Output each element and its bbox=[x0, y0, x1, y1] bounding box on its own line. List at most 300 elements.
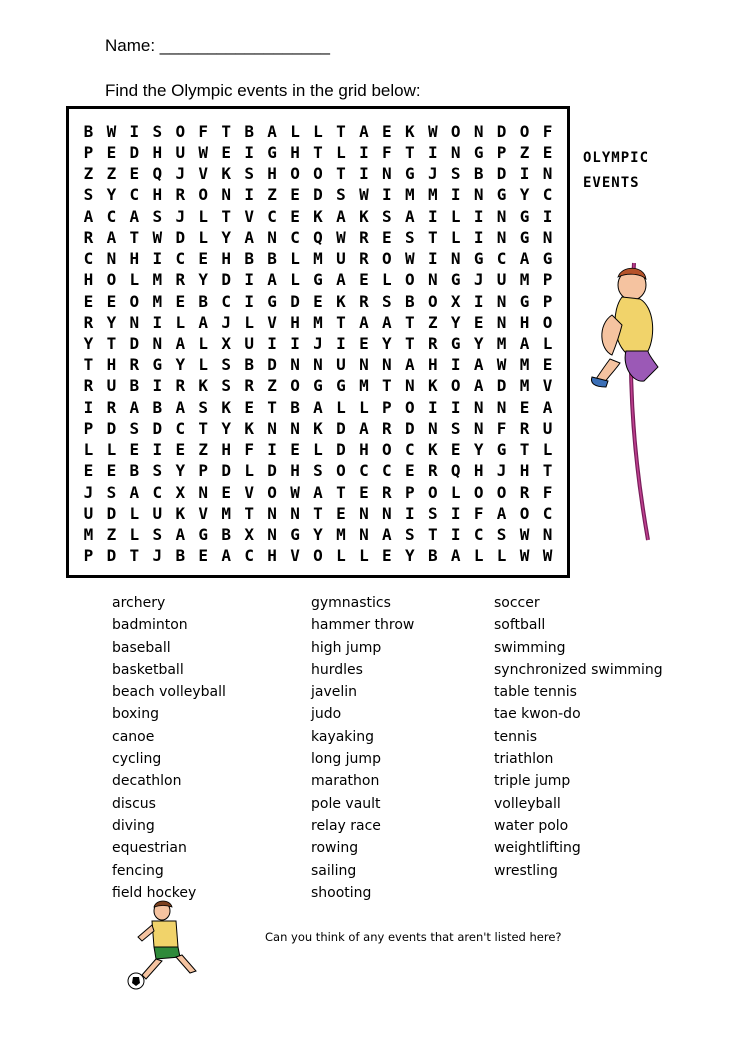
grid-cell[interactable]: S bbox=[496, 525, 507, 545]
grid-cell[interactable]: I bbox=[382, 185, 392, 205]
grid-cell[interactable]: C bbox=[382, 461, 392, 481]
grid-cell[interactable]: H bbox=[519, 312, 530, 332]
grid-cell[interactable]: G bbox=[290, 525, 300, 545]
grid-cell[interactable]: D bbox=[496, 121, 507, 141]
grid-cell[interactable]: F bbox=[382, 142, 392, 162]
grid-cell[interactable]: G bbox=[267, 142, 277, 162]
grid-cell[interactable]: A bbox=[404, 355, 415, 375]
grid-cell[interactable]: A bbox=[106, 227, 117, 247]
grid-cell[interactable]: L bbox=[244, 312, 254, 332]
grid-cell[interactable]: A bbox=[129, 397, 140, 417]
grid-cell[interactable]: E bbox=[244, 397, 254, 417]
grid-cell[interactable]: U bbox=[496, 270, 507, 290]
grid-cell[interactable]: H bbox=[221, 249, 231, 269]
grid-cell[interactable]: J bbox=[221, 312, 231, 332]
grid-cell[interactable]: K bbox=[336, 291, 346, 311]
grid-cell[interactable]: Y bbox=[313, 525, 323, 545]
grid-cell[interactable]: U bbox=[152, 503, 163, 523]
grid-cell[interactable]: H bbox=[152, 142, 163, 162]
grid-cell[interactable]: N bbox=[496, 397, 507, 417]
grid-cell[interactable]: T bbox=[267, 397, 277, 417]
grid-cell[interactable]: T bbox=[221, 206, 231, 226]
grid-cell[interactable]: O bbox=[313, 164, 323, 184]
grid-cell[interactable]: C bbox=[83, 249, 94, 269]
grid-cell[interactable]: E bbox=[175, 291, 186, 311]
grid-cell[interactable]: L bbox=[382, 270, 392, 290]
grid-cell[interactable]: S bbox=[382, 206, 392, 226]
grid-cell[interactable]: C bbox=[542, 503, 553, 523]
grid-cell[interactable]: H bbox=[290, 312, 300, 332]
grid-cell[interactable]: P bbox=[496, 142, 507, 162]
grid-cell[interactable]: O bbox=[519, 121, 530, 141]
grid-cell[interactable]: O bbox=[290, 164, 300, 184]
grid-cell[interactable]: V bbox=[244, 206, 254, 226]
grid-cell[interactable]: E bbox=[106, 291, 117, 311]
grid-cell[interactable]: S bbox=[152, 525, 163, 545]
grid-cell[interactable]: K bbox=[221, 397, 231, 417]
grid-cell[interactable]: D bbox=[152, 418, 163, 438]
grid-cell[interactable]: S bbox=[83, 185, 94, 205]
grid-cell[interactable]: Y bbox=[175, 355, 186, 375]
grid-cell[interactable]: Y bbox=[473, 440, 484, 460]
grid-cell[interactable]: H bbox=[473, 461, 484, 481]
grid-cell[interactable]: T bbox=[244, 503, 254, 523]
grid-cell[interactable]: D bbox=[129, 142, 140, 162]
grid-cell[interactable]: K bbox=[198, 376, 209, 396]
grid-cell[interactable]: P bbox=[198, 461, 209, 481]
grid-cell[interactable]: L bbox=[450, 482, 461, 502]
grid-cell[interactable]: E bbox=[473, 312, 484, 332]
grid-cell[interactable]: E bbox=[106, 142, 117, 162]
grid-cell[interactable]: N bbox=[313, 355, 323, 375]
grid-cell[interactable]: E bbox=[290, 440, 300, 460]
grid-cell[interactable]: L bbox=[129, 503, 140, 523]
grid-cell[interactable]: G bbox=[198, 525, 209, 545]
grid-cell[interactable]: I bbox=[473, 291, 484, 311]
grid-cell[interactable]: E bbox=[198, 546, 209, 566]
grid-cell[interactable]: G bbox=[519, 227, 530, 247]
grid-cell[interactable]: Y bbox=[450, 312, 461, 332]
grid-cell[interactable]: H bbox=[106, 355, 117, 375]
grid-cell[interactable]: B bbox=[404, 291, 415, 311]
grid-cell[interactable]: S bbox=[152, 461, 163, 481]
grid-cell[interactable]: L bbox=[336, 142, 346, 162]
grid-cell[interactable]: S bbox=[404, 227, 415, 247]
grid-cell[interactable]: L bbox=[83, 440, 94, 460]
grid-cell[interactable]: D bbox=[313, 185, 323, 205]
grid-cell[interactable]: I bbox=[359, 164, 369, 184]
grid-cell[interactable]: H bbox=[519, 461, 530, 481]
grid-cell[interactable]: T bbox=[427, 525, 438, 545]
grid-cell[interactable]: B bbox=[175, 546, 186, 566]
grid-cell[interactable]: N bbox=[290, 355, 300, 375]
grid-cell[interactable]: A bbox=[542, 397, 553, 417]
grid-cell[interactable]: A bbox=[313, 482, 323, 502]
grid-cell[interactable]: E bbox=[542, 355, 553, 375]
grid-cell[interactable]: O bbox=[175, 121, 186, 141]
grid-cell[interactable]: N bbox=[359, 525, 369, 545]
grid-cell[interactable]: M bbox=[313, 249, 323, 269]
grid-cell[interactable]: S bbox=[106, 482, 117, 502]
grid-cell[interactable]: A bbox=[359, 418, 369, 438]
grid-cell[interactable]: C bbox=[244, 546, 254, 566]
grid-cell[interactable]: I bbox=[450, 397, 461, 417]
grid-cell[interactable]: N bbox=[129, 312, 140, 332]
grid-cell[interactable]: E bbox=[129, 440, 140, 460]
grid-cell[interactable]: E bbox=[221, 142, 231, 162]
grid-cell[interactable]: B bbox=[152, 397, 163, 417]
grid-cell[interactable]: U bbox=[175, 142, 186, 162]
grid-cell[interactable]: I bbox=[519, 164, 530, 184]
grid-cell[interactable]: F bbox=[542, 121, 553, 141]
grid-cell[interactable]: V bbox=[267, 312, 277, 332]
grid-cell[interactable]: O bbox=[496, 482, 507, 502]
grid-cell[interactable]: R bbox=[129, 355, 140, 375]
grid-cell[interactable]: D bbox=[267, 355, 277, 375]
grid-cell[interactable]: G bbox=[450, 270, 461, 290]
grid-cell[interactable]: E bbox=[221, 482, 231, 502]
grid-cell[interactable]: T bbox=[519, 440, 530, 460]
grid-cell[interactable]: I bbox=[450, 185, 461, 205]
grid-cell[interactable]: L bbox=[496, 546, 507, 566]
grid-cell[interactable]: S bbox=[198, 397, 209, 417]
grid-cell[interactable]: O bbox=[336, 461, 346, 481]
grid-cell[interactable]: A bbox=[359, 121, 369, 141]
grid-cell[interactable]: N bbox=[152, 333, 163, 353]
grid-cell[interactable]: M bbox=[359, 376, 369, 396]
grid-cell[interactable]: L bbox=[290, 270, 300, 290]
grid-cell[interactable]: B bbox=[244, 249, 254, 269]
grid-cell[interactable]: A bbox=[313, 397, 323, 417]
grid-cell[interactable]: I bbox=[450, 355, 461, 375]
grid-cell[interactable]: W bbox=[106, 121, 117, 141]
grid-cell[interactable]: A bbox=[496, 503, 507, 523]
grid-cell[interactable]: B bbox=[198, 291, 209, 311]
grid-cell[interactable]: A bbox=[404, 206, 415, 226]
grid-cell[interactable]: L bbox=[542, 440, 553, 460]
grid-cell[interactable]: A bbox=[175, 525, 186, 545]
grid-cell[interactable]: L bbox=[450, 227, 461, 247]
grid-cell[interactable]: L bbox=[198, 227, 209, 247]
grid-cell[interactable]: J bbox=[175, 206, 186, 226]
grid-cell[interactable]: R bbox=[175, 270, 186, 290]
grid-cell[interactable]: L bbox=[359, 546, 369, 566]
grid-cell[interactable]: F bbox=[198, 121, 209, 141]
grid-cell[interactable]: F bbox=[244, 440, 254, 460]
grid-cell[interactable]: B bbox=[244, 355, 254, 375]
grid-cell[interactable]: O bbox=[427, 291, 438, 311]
grid-cell[interactable]: C bbox=[542, 185, 553, 205]
grid-cell[interactable]: L bbox=[244, 461, 254, 481]
grid-cell[interactable]: W bbox=[198, 142, 209, 162]
grid-cell[interactable]: K bbox=[244, 418, 254, 438]
grid-cell[interactable]: C bbox=[473, 525, 484, 545]
grid-cell[interactable]: L bbox=[313, 440, 323, 460]
grid-cell[interactable]: V bbox=[290, 546, 300, 566]
grid-cell[interactable]: A bbox=[221, 546, 231, 566]
grid-cell[interactable]: G bbox=[496, 185, 507, 205]
grid-cell[interactable]: H bbox=[129, 249, 140, 269]
grid-cell[interactable]: M bbox=[404, 185, 415, 205]
grid-cell[interactable]: A bbox=[198, 312, 209, 332]
grid-cell[interactable]: E bbox=[382, 546, 392, 566]
grid-cell[interactable]: E bbox=[404, 461, 415, 481]
grid-cell[interactable]: E bbox=[83, 461, 94, 481]
grid-cell[interactable]: I bbox=[244, 291, 254, 311]
grid-cell[interactable]: K bbox=[427, 440, 438, 460]
grid-cell[interactable]: S bbox=[221, 355, 231, 375]
grid-cell[interactable]: L bbox=[198, 333, 209, 353]
grid-cell[interactable]: Z bbox=[198, 440, 209, 460]
grid-cell[interactable]: U bbox=[83, 503, 94, 523]
grid-cell[interactable]: P bbox=[542, 291, 553, 311]
grid-cell[interactable]: A bbox=[175, 333, 186, 353]
grid-cell[interactable]: T bbox=[198, 418, 209, 438]
grid-cell[interactable]: G bbox=[313, 270, 323, 290]
grid-cell[interactable]: T bbox=[221, 121, 231, 141]
grid-cell[interactable]: J bbox=[175, 164, 186, 184]
grid-cell[interactable]: J bbox=[152, 546, 163, 566]
grid-cell[interactable]: L bbox=[473, 546, 484, 566]
grid-cell[interactable]: C bbox=[290, 227, 300, 247]
grid-cell[interactable]: A bbox=[473, 355, 484, 375]
grid-cell[interactable]: O bbox=[313, 546, 323, 566]
grid-cell[interactable]: W bbox=[404, 249, 415, 269]
grid-cell[interactable]: P bbox=[83, 142, 94, 162]
grid-cell[interactable]: R bbox=[427, 333, 438, 353]
grid-cell[interactable]: D bbox=[106, 546, 117, 566]
grid-cell[interactable]: D bbox=[290, 291, 300, 311]
grid-cell[interactable]: Q bbox=[152, 164, 163, 184]
grid-cell[interactable]: T bbox=[382, 376, 392, 396]
grid-cell[interactable]: C bbox=[267, 206, 277, 226]
grid-cell[interactable]: P bbox=[83, 418, 94, 438]
grid-cell[interactable]: D bbox=[129, 333, 140, 353]
grid-cell[interactable]: O bbox=[404, 270, 415, 290]
grid-cell[interactable]: M bbox=[152, 270, 163, 290]
grid-cell[interactable]: K bbox=[313, 206, 323, 226]
grid-cell[interactable]: D bbox=[221, 270, 231, 290]
grid-cell[interactable]: O bbox=[473, 482, 484, 502]
grid-cell[interactable]: G bbox=[473, 142, 484, 162]
grid-cell[interactable]: Y bbox=[221, 227, 231, 247]
grid-cell[interactable]: N bbox=[382, 164, 392, 184]
grid-cell[interactable]: W bbox=[496, 355, 507, 375]
grid-cell[interactable]: B bbox=[129, 461, 140, 481]
grid-cell[interactable]: O bbox=[382, 249, 392, 269]
grid-cell[interactable]: I bbox=[450, 503, 461, 523]
grid-cell[interactable]: A bbox=[244, 227, 254, 247]
grid-cell[interactable]: G bbox=[313, 376, 323, 396]
grid-cell[interactable]: T bbox=[336, 312, 346, 332]
grid-cell[interactable]: S bbox=[313, 461, 323, 481]
grid-cell[interactable]: C bbox=[175, 249, 186, 269]
grid-cell[interactable]: N bbox=[542, 164, 553, 184]
grid-cell[interactable]: Y bbox=[404, 546, 415, 566]
grid-cell[interactable]: T bbox=[336, 164, 346, 184]
grid-cell[interactable]: I bbox=[427, 249, 438, 269]
grid-cell[interactable]: I bbox=[267, 440, 277, 460]
grid-cell[interactable]: X bbox=[244, 525, 254, 545]
grid-cell[interactable]: R bbox=[244, 376, 254, 396]
grid-cell[interactable]: A bbox=[382, 525, 392, 545]
grid-cell[interactable]: G bbox=[496, 440, 507, 460]
grid-cell[interactable]: N bbox=[106, 249, 117, 269]
grid-cell[interactable]: H bbox=[83, 270, 94, 290]
grid-cell[interactable]: O bbox=[106, 270, 117, 290]
grid-cell[interactable]: N bbox=[496, 206, 507, 226]
grid-cell[interactable]: T bbox=[404, 312, 415, 332]
grid-cell[interactable]: V bbox=[198, 164, 209, 184]
grid-cell[interactable]: M bbox=[519, 355, 530, 375]
grid-cell[interactable]: Z bbox=[106, 164, 117, 184]
grid-cell[interactable]: D bbox=[175, 227, 186, 247]
grid-cell[interactable]: E bbox=[382, 121, 392, 141]
grid-cell[interactable]: B bbox=[267, 249, 277, 269]
grid-cell[interactable]: T bbox=[313, 142, 323, 162]
grid-cell[interactable]: Z bbox=[106, 525, 117, 545]
grid-cell[interactable]: K bbox=[427, 376, 438, 396]
grid-cell[interactable]: J bbox=[83, 482, 94, 502]
grid-cell[interactable]: I bbox=[152, 312, 163, 332]
grid-cell[interactable]: T bbox=[313, 503, 323, 523]
grid-cell[interactable]: L bbox=[450, 206, 461, 226]
grid-cell[interactable]: N bbox=[496, 227, 507, 247]
grid-cell[interactable]: S bbox=[152, 121, 163, 141]
grid-cell[interactable]: M bbox=[519, 376, 530, 396]
grid-cell[interactable]: L bbox=[359, 397, 369, 417]
grid-cell[interactable]: L bbox=[290, 121, 300, 141]
grid-cell[interactable]: D bbox=[496, 376, 507, 396]
grid-cell[interactable]: B bbox=[129, 376, 140, 396]
grid-cell[interactable]: N bbox=[450, 249, 461, 269]
grid-cell[interactable]: O bbox=[450, 376, 461, 396]
grid-cell[interactable]: T bbox=[129, 546, 140, 566]
grid-cell[interactable]: O bbox=[290, 376, 300, 396]
grid-cell[interactable]: Y bbox=[106, 312, 117, 332]
grid-cell[interactable]: N bbox=[221, 185, 231, 205]
grid-cell[interactable]: L bbox=[106, 440, 117, 460]
grid-cell[interactable]: S bbox=[336, 185, 346, 205]
grid-cell[interactable]: Z bbox=[267, 376, 277, 396]
grid-cell[interactable]: T bbox=[404, 333, 415, 353]
grid-cell[interactable]: A bbox=[175, 397, 186, 417]
grid-cell[interactable]: N bbox=[382, 355, 392, 375]
grid-cell[interactable]: A bbox=[129, 206, 140, 226]
grid-cell[interactable]: N bbox=[496, 291, 507, 311]
grid-cell[interactable]: H bbox=[359, 440, 369, 460]
grid-cell[interactable]: P bbox=[542, 270, 553, 290]
grid-cell[interactable]: X bbox=[221, 333, 231, 353]
grid-cell[interactable]: E bbox=[450, 440, 461, 460]
grid-cell[interactable]: H bbox=[267, 546, 277, 566]
grid-cell[interactable]: N bbox=[404, 376, 415, 396]
grid-cell[interactable]: Q bbox=[313, 227, 323, 247]
grid-cell[interactable]: T bbox=[129, 227, 140, 247]
grid-cell[interactable]: N bbox=[496, 312, 507, 332]
grid-cell[interactable]: R bbox=[83, 312, 94, 332]
grid-cell[interactable]: N bbox=[290, 418, 300, 438]
grid-cell[interactable]: I bbox=[129, 121, 140, 141]
grid-cell[interactable]: S bbox=[450, 164, 461, 184]
grid-cell[interactable]: G bbox=[267, 291, 277, 311]
grid-cell[interactable]: L bbox=[175, 312, 186, 332]
grid-cell[interactable]: M bbox=[427, 185, 438, 205]
grid-cell[interactable]: A bbox=[473, 376, 484, 396]
grid-cell[interactable]: Z bbox=[267, 185, 277, 205]
grid-cell[interactable]: H bbox=[290, 461, 300, 481]
grid-cell[interactable]: Y bbox=[473, 333, 484, 353]
grid-cell[interactable]: U bbox=[542, 418, 553, 438]
grid-cell[interactable]: I bbox=[152, 440, 163, 460]
grid-cell[interactable]: C bbox=[496, 249, 507, 269]
grid-cell[interactable]: K bbox=[404, 121, 415, 141]
grid-cell[interactable]: B bbox=[290, 397, 300, 417]
grid-cell[interactable]: B bbox=[473, 164, 484, 184]
grid-cell[interactable]: I bbox=[427, 397, 438, 417]
grid-cell[interactable]: M bbox=[519, 270, 530, 290]
grid-cell[interactable]: C bbox=[359, 461, 369, 481]
grid-cell[interactable]: R bbox=[175, 376, 186, 396]
grid-cell[interactable]: R bbox=[359, 291, 369, 311]
grid-cell[interactable]: D bbox=[267, 461, 277, 481]
grid-cell[interactable]: A bbox=[83, 206, 94, 226]
grid-cell[interactable]: G bbox=[336, 376, 346, 396]
grid-cell[interactable]: D bbox=[336, 440, 346, 460]
grid-cell[interactable]: N bbox=[382, 503, 392, 523]
grid-cell[interactable]: D bbox=[106, 503, 117, 523]
grid-cell[interactable]: C bbox=[106, 206, 117, 226]
grid-cell[interactable]: N bbox=[290, 503, 300, 523]
grid-cell[interactable]: W bbox=[359, 185, 369, 205]
grid-cell[interactable]: I bbox=[542, 206, 553, 226]
grid-cell[interactable]: X bbox=[450, 291, 461, 311]
grid-cell[interactable]: B bbox=[427, 546, 438, 566]
grid-cell[interactable]: S bbox=[129, 418, 140, 438]
grid-cell[interactable]: N bbox=[427, 418, 438, 438]
grid-cell[interactable]: S bbox=[382, 291, 392, 311]
grid-cell[interactable]: I bbox=[290, 333, 300, 353]
grid-cell[interactable]: L bbox=[542, 333, 553, 353]
grid-cell[interactable]: W bbox=[542, 546, 553, 566]
grid-cell[interactable]: I bbox=[267, 333, 277, 353]
grid-cell[interactable]: K bbox=[175, 503, 186, 523]
grid-cell[interactable]: E bbox=[359, 482, 369, 502]
grid-cell[interactable]: M bbox=[336, 525, 346, 545]
grid-cell[interactable]: L bbox=[198, 355, 209, 375]
grid-cell[interactable]: S bbox=[427, 503, 438, 523]
grid-cell[interactable]: E bbox=[336, 503, 346, 523]
grid-cell[interactable]: D bbox=[404, 418, 415, 438]
grid-cell[interactable]: E bbox=[382, 227, 392, 247]
grid-cell[interactable]: G bbox=[473, 249, 484, 269]
grid-cell[interactable]: F bbox=[473, 503, 484, 523]
grid-cell[interactable]: M bbox=[83, 525, 94, 545]
grid-cell[interactable]: A bbox=[519, 333, 530, 353]
grid-cell[interactable]: I bbox=[427, 142, 438, 162]
grid-cell[interactable]: R bbox=[359, 249, 369, 269]
grid-cell[interactable]: Y bbox=[83, 333, 94, 353]
grid-cell[interactable]: R bbox=[382, 482, 392, 502]
grid-cell[interactable]: N bbox=[359, 355, 369, 375]
grid-cell[interactable]: C bbox=[404, 440, 415, 460]
grid-cell[interactable]: N bbox=[542, 227, 553, 247]
grid-cell[interactable]: Y bbox=[221, 418, 231, 438]
grid-cell[interactable]: Y bbox=[382, 333, 392, 353]
grid-cell[interactable]: O bbox=[267, 482, 277, 502]
grid-cell[interactable]: Z bbox=[519, 142, 530, 162]
grid-cell[interactable]: H bbox=[267, 164, 277, 184]
